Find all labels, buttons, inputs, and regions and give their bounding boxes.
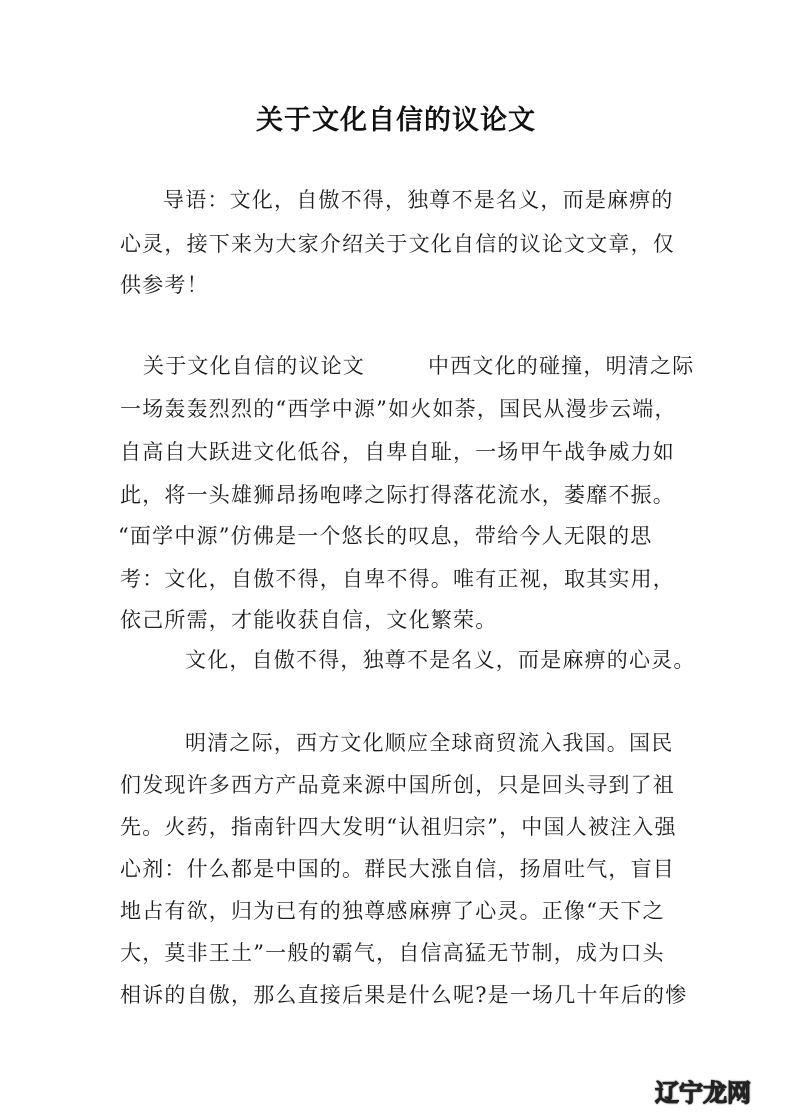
site-watermark-logo — [655, 1073, 751, 1108]
paragraph-3-line-5: 地占有欲，归为已有的独尊感麻痹了心灵。正像“天下之 — [120, 899, 665, 923]
paragraph-1-line-2: 一场轰轰烈烈的“西学中源”如火如荼，国民从漫步云端， — [120, 397, 677, 421]
intro-line-1: 导语：文化，自傲不得，独尊不是名义，而是麻痹的 — [163, 188, 674, 212]
paragraph-3-line-6: 大，莫非王土”一般的霸气，自信高猛无节制，成为口头 — [120, 941, 665, 965]
paragraph-1-line-6: 考：文化，自傲不得，自卑不得。唯有正视，取其实用， — [120, 567, 675, 591]
paragraph-1-line-7: 依己所需，才能收获自信，文化繁荣。 — [120, 608, 498, 632]
paragraph-3-line-1: 明清之际，西方文化顺应全球商贸流入我国。国民 — [185, 731, 674, 755]
watermark-white-text: 龙网 — [703, 1079, 751, 1107]
paragraph-1-line-1: 关于文化自信的议论文 中西文化的碰撞，明清之际 — [143, 354, 695, 378]
watermark-red-text: 辽宁 — [655, 1079, 703, 1107]
intro-line-3: 供参考！ — [120, 273, 209, 297]
intro-line-2: 心灵，接下来为大家介绍关于文化自信的议论文文章，仅 — [120, 232, 675, 256]
paragraph-1-line-4: 此，将一头雄狮昂扬咆哮之际打得落花流水，萎靡不振。 — [120, 483, 675, 507]
paragraph-3-line-2: 们发现许多西方产品竟来源中国所创，只是回头寻到了祖 — [120, 773, 675, 797]
paragraph-1-line-5: “面学中源”仿佛是一个悠长的叹息，带给今人无限的思 — [118, 524, 653, 548]
paragraph-1-line-3: 自高自大跃进文化低谷，自卑自耻，一场甲午战争威力如 — [120, 440, 675, 464]
paragraph-3-line-3: 先。火药，指南针四大发明“认祖归宗”，中国人被注入强 — [120, 815, 677, 839]
document-title: 关于文化自信的议论文 — [256, 105, 536, 136]
paragraph-3-line-4: 心剂：什么都是中国的。群民大涨自信，扬眉吐气，盲目 — [120, 857, 675, 881]
paragraph-2-line-1: 文化，自傲不得，独尊不是名义，而是麻痹的心灵。 — [185, 648, 696, 672]
paragraph-3-line-7: 相诉的自傲，那么直接后果是什么呢?是一场几十年后的惨 — [120, 983, 688, 1007]
